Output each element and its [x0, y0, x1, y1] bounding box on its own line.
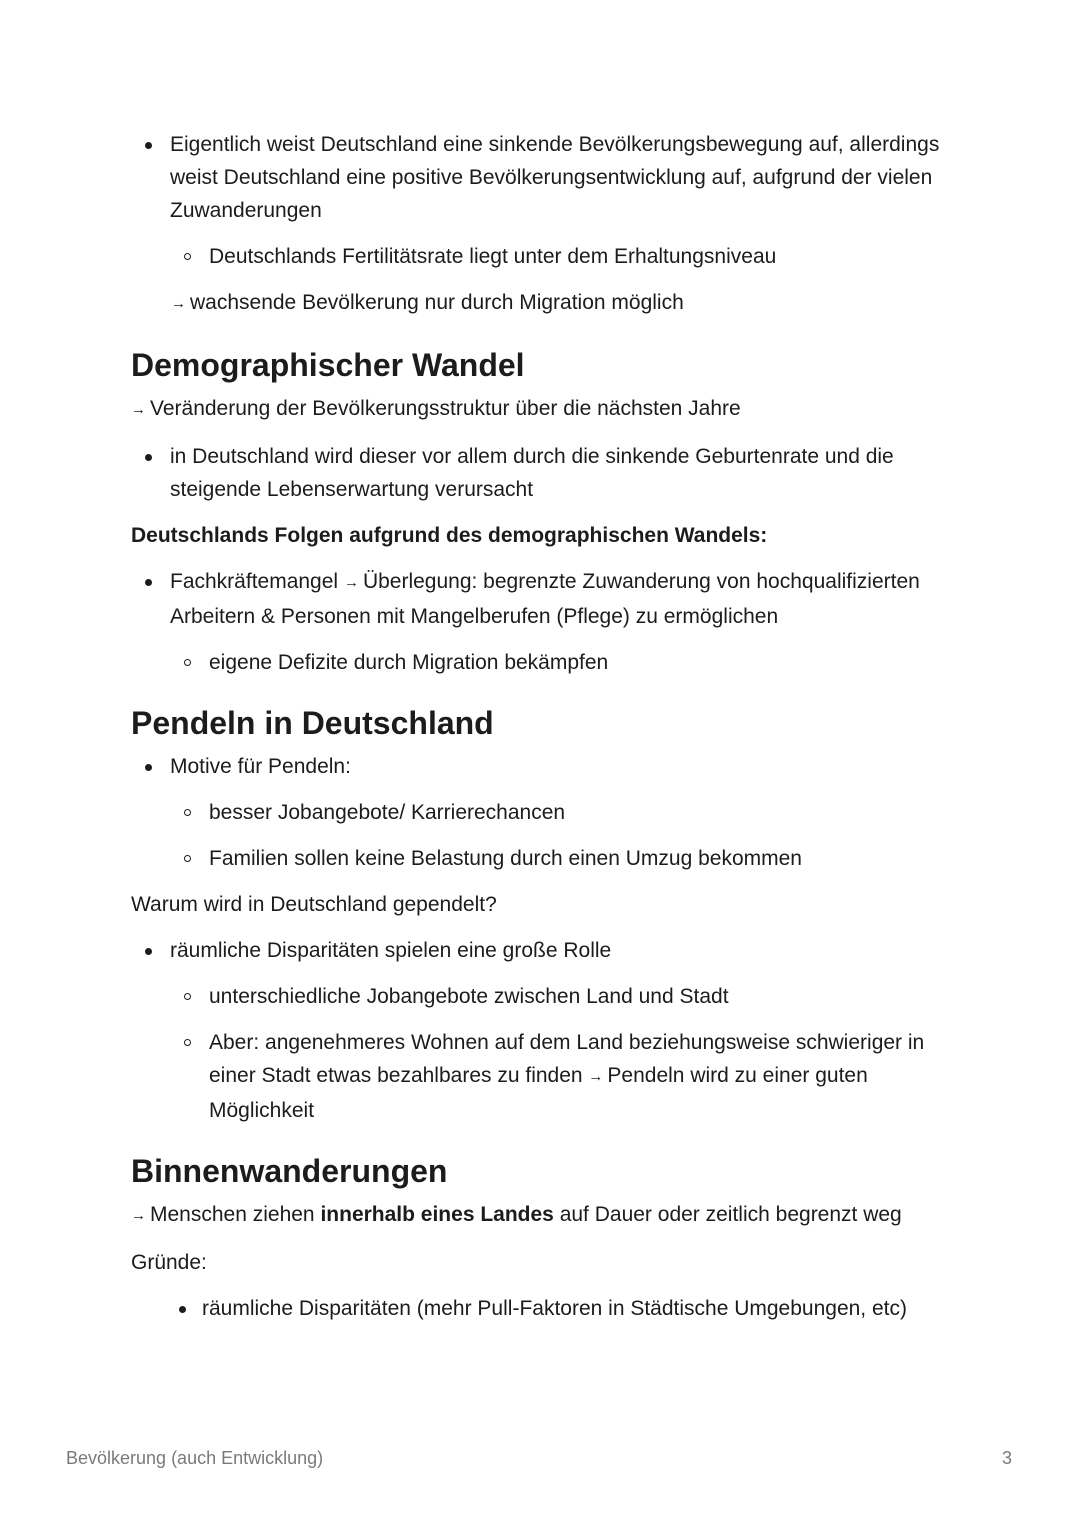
consequences-heading: Deutschlands Folgen aufgrund des demographischen Wandels:	[131, 524, 768, 547]
list-item	[131, 565, 961, 633]
definition-text: Veränderung der Bevölkerungsstruktur über die nächsten Jahre	[150, 397, 741, 420]
definition-text-a: Menschen ziehen	[150, 1203, 315, 1226]
demographic-bullet-text: in Deutschland wird dieser vor allem durch die sinkende Geburtenrate und die steigende Lebenserwartung verursacht	[170, 445, 894, 501]
sub-list-item	[131, 240, 961, 273]
reasons-label: Gründe:	[131, 1251, 207, 1274]
section-heading-commuting: Pendeln in Deutschland	[131, 705, 494, 741]
arrow-line	[131, 286, 961, 321]
section-heading-demographic: Demographischer Wandel	[131, 347, 525, 383]
sub-list-item	[131, 842, 961, 875]
sub-list-item	[131, 980, 961, 1013]
housing-text: Aber: angenehmeres Wohnen auf dem Land beziehungsweise schwieriger in einer Stadt etwas bezahlbares zu finden	[209, 1031, 925, 1087]
sub-list-item	[131, 646, 961, 679]
reason-text: räumliche Disparitäten (mehr Pull-Faktoren in Städtische Umgebungen, etc)	[202, 1297, 907, 1320]
footer-title: Bevölkerung (auch Entwicklung)	[66, 1448, 324, 1468]
list-item	[131, 934, 961, 967]
definition-line	[131, 1198, 961, 1233]
document-body	[131, 128, 961, 1338]
job-offers-text: unterschiedliche Jobangebote zwischen Land und Stadt	[209, 985, 729, 1008]
arrow-line-text: wachsende Bevölkerung nur durch Migration möglich	[190, 291, 684, 314]
motives-label: Motive für Pendeln:	[170, 755, 351, 778]
motive-text: Familien sollen keine Belastung durch einen Umzug bekommen	[209, 847, 802, 870]
deficit-text: eigene Defizite durch Migration bekämpfen	[209, 651, 609, 674]
section-heading-internal-migration: Binnenwanderungen	[131, 1153, 448, 1189]
question-line: Warum wird in Deutschland gependelt?	[131, 893, 497, 916]
arrow-right-icon: →	[131, 401, 146, 418]
list-item	[131, 1292, 961, 1325]
motive-text: besser Jobangebote/ Karrierechancen	[209, 801, 566, 824]
commuting-option-text: Pendeln wird zu einer guten Möglichkeit	[209, 1064, 868, 1122]
definition-line	[131, 392, 961, 427]
definition-text-bold: innerhalb eines Landes	[320, 1203, 554, 1226]
intro-sub-text: Deutschlands Fertilitätsrate liegt unter dem Erhaltungsniveau	[209, 245, 777, 268]
arrow-right-icon: →	[171, 295, 186, 312]
arrow-right-icon: →	[131, 1207, 146, 1224]
list-item	[131, 440, 961, 506]
intro-bullet-text: Eigentlich weist Deutschland eine sinkende Bevölkerungsbewegung auf, allerdings weist Deutschland eine positive Bevölkerungsentwicklung auf, aufgrund der vielen Zuwanderungen	[170, 133, 940, 222]
shortage-label: Fachkräftemangel	[170, 570, 339, 593]
arrow-right-icon: →	[588, 1068, 604, 1085]
page-number: 3	[1002, 1448, 1013, 1468]
sub-list-item	[131, 1026, 961, 1127]
shortage-text: Überlegung: begrenzte Zuwanderung von hochqualifizierten Arbeitern & Personen mit Mangelberufen (Pflege) zu ermöglichen	[170, 570, 920, 628]
list-item	[131, 128, 961, 227]
arrow-right-icon: →	[343, 574, 359, 591]
definition-text-b: auf Dauer oder zeitlich begrenzt weg	[559, 1203, 902, 1226]
disparity-text: räumliche Disparitäten spielen eine große Rolle	[170, 939, 612, 962]
sub-list-item	[131, 796, 961, 829]
list-item	[131, 750, 961, 783]
